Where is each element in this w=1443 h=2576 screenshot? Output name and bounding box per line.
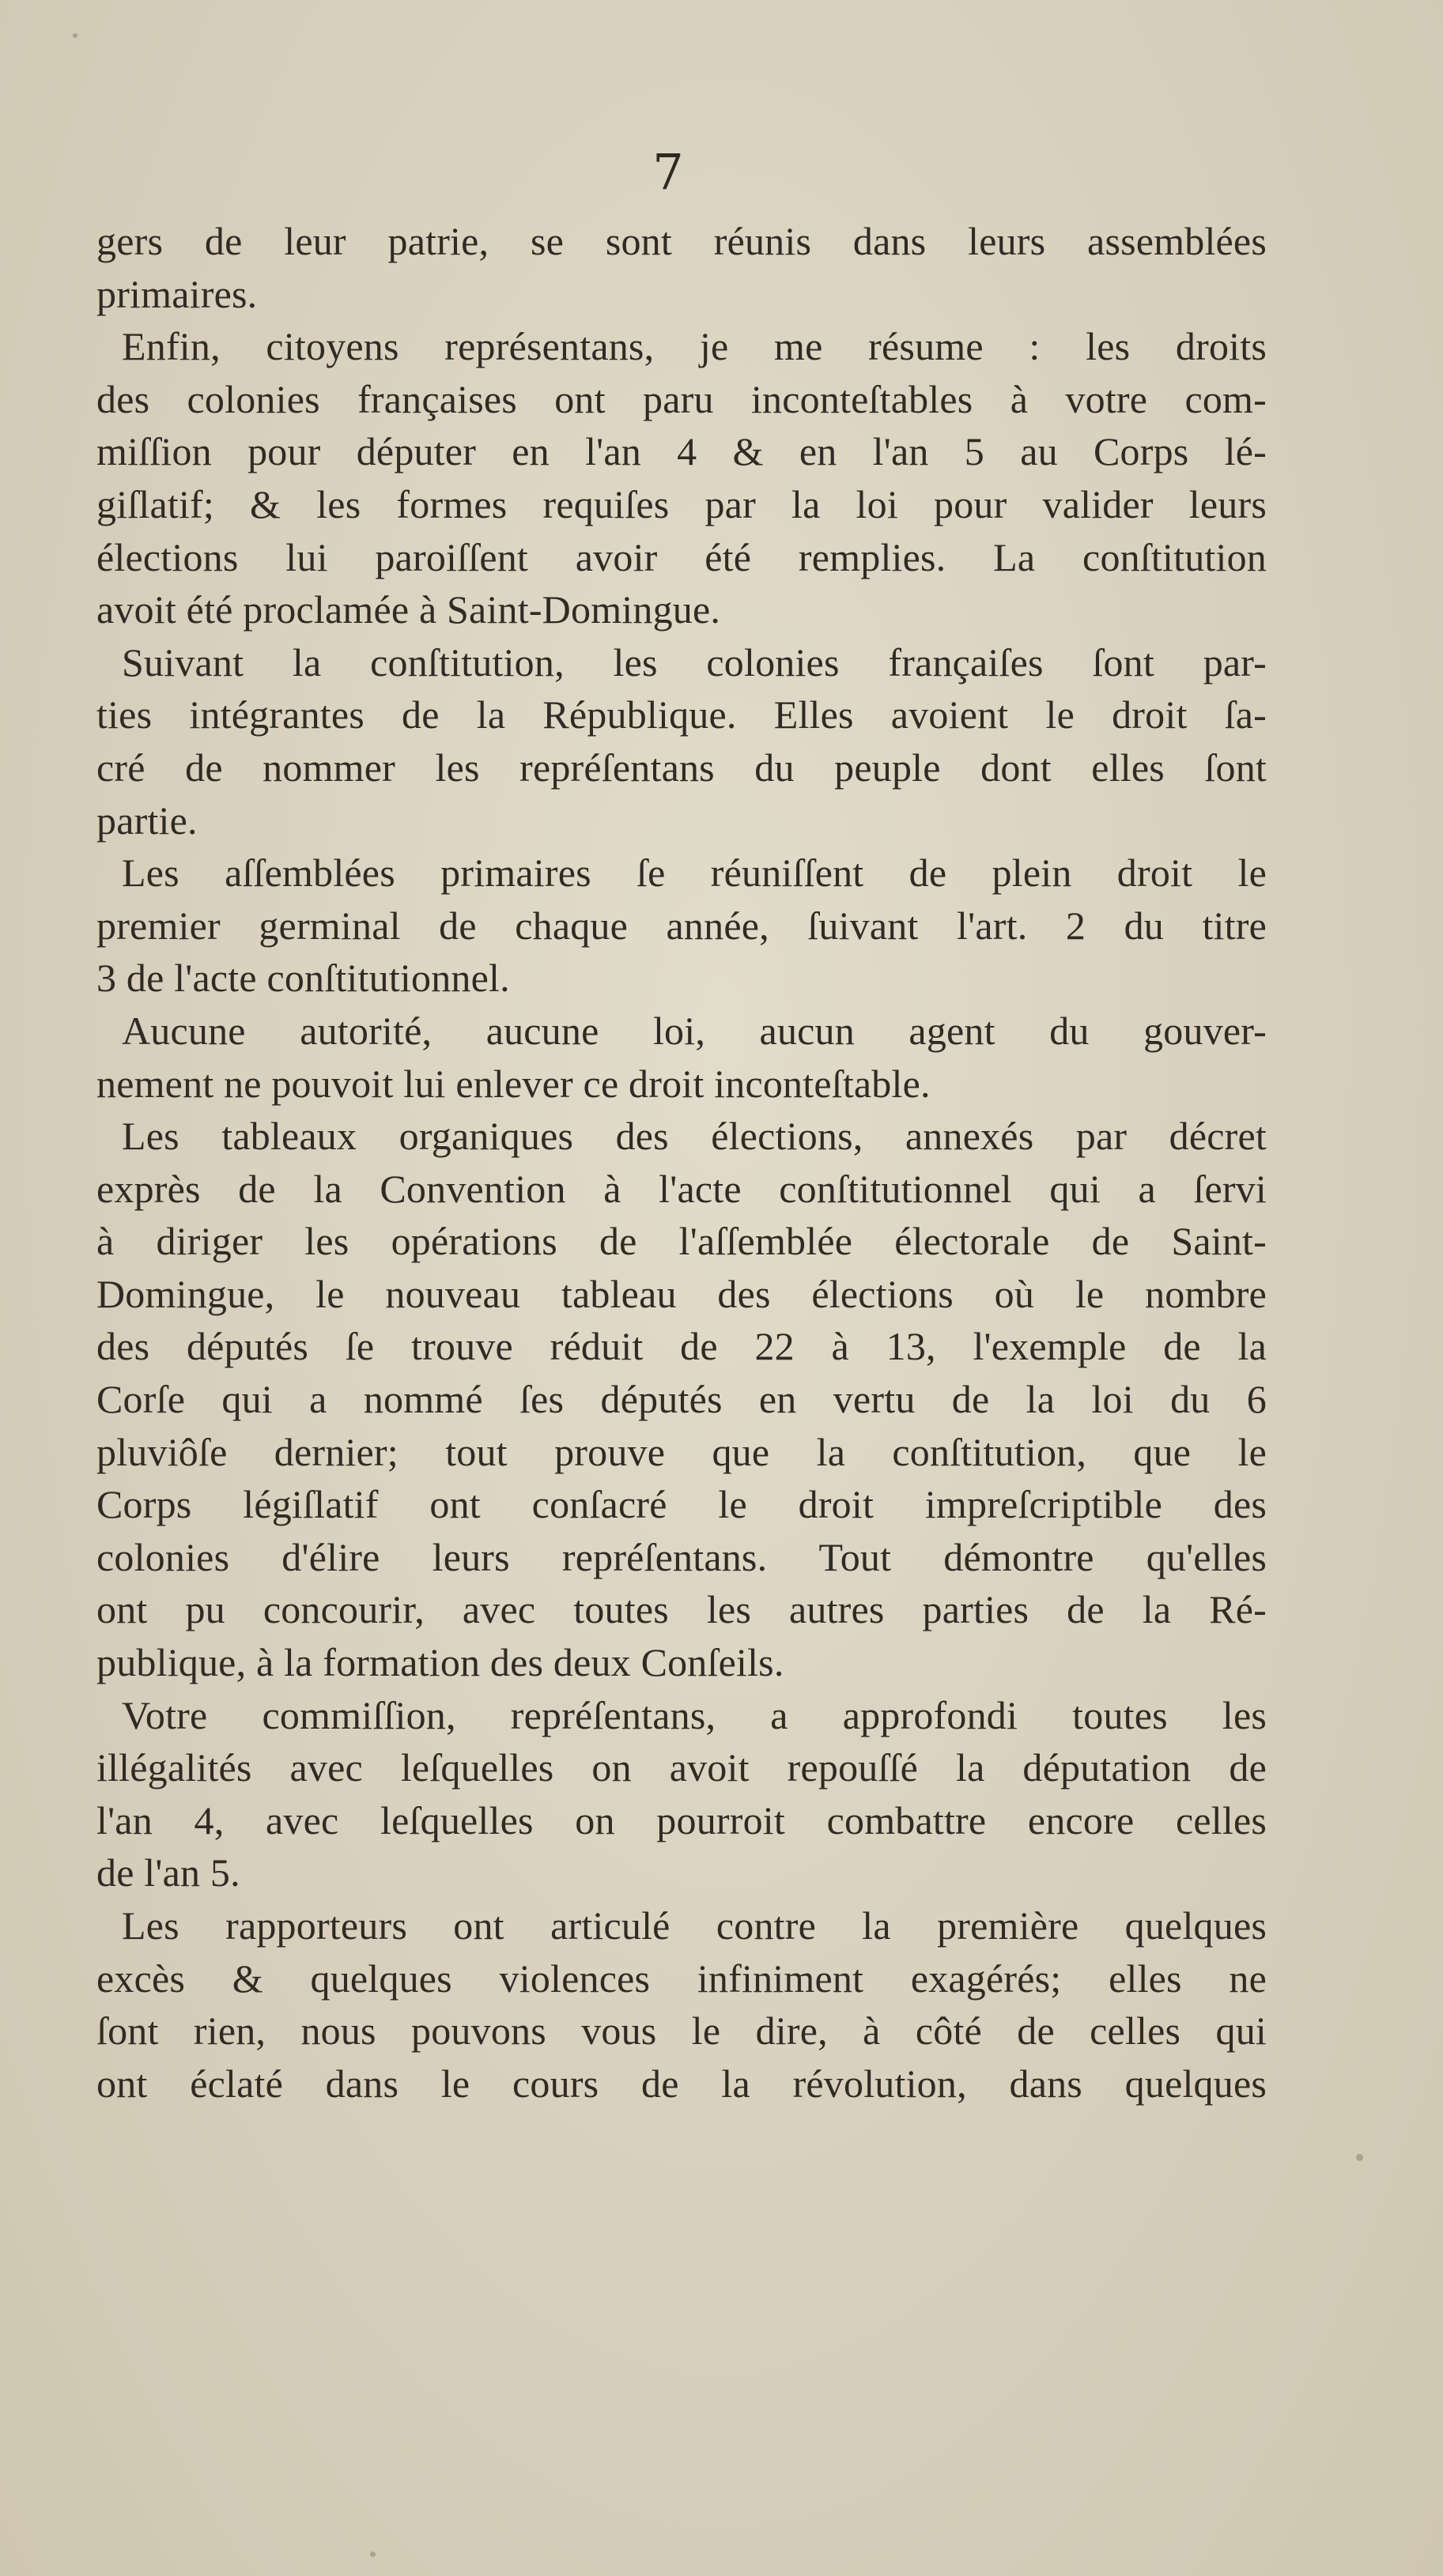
text-line: Corps légiſlatif ont conſacré le droit impreſcriptible des: [96, 1482, 1267, 1527]
text-line: de l'an 5.: [96, 1850, 240, 1895]
text-line: Suivant la conſtitution, les colonies françaiſes ſont par-: [122, 639, 1267, 685]
text-line: ont pu concourir, avec toutes les autres parties de la Ré-: [96, 1587, 1267, 1632]
text-line: ſont rien, nous pouvons vous le dire, à côté de celles qui: [96, 2008, 1267, 2054]
page-number: 7: [652, 143, 684, 201]
text-line: des colonies françaises ont paru inconteſtables à votre com-: [96, 376, 1267, 421]
text-line: pluviôſe dernier; tout prouve que la conſtitution, que le: [96, 1429, 1267, 1474]
text-line: Aucune autorité, aucune loi, aucun agent du gouver-: [122, 1008, 1267, 1053]
paper-speck: [1356, 2154, 1363, 2161]
text-line: colonies d'élire leurs repréſentans. Tout démontre qu'elles: [96, 1534, 1267, 1579]
text-line: ties intégrantes de la République. Elles avoient le droit ſa-: [96, 692, 1267, 737]
text-line: élections lui paroiſſent avoir été remplies. La conſtitution: [96, 534, 1267, 579]
text-line: illégalités avec leſquelles on avoit repouſſé la députation de: [96, 1745, 1267, 1790]
text-line: Les rapporteurs ont articulé contre la première quelques: [122, 1903, 1267, 1948]
paper-speck: [73, 33, 77, 38]
paper-speck: [370, 2551, 376, 2557]
text-line: avoit été proclamée à Saint-Domingue.: [96, 587, 721, 632]
text-line: premier germinal de chaque année, ſuivant l'art. 2 du titre: [96, 903, 1267, 948]
text-line: miſſion pour députer en l'an 4 & en l'an 5 au Corps lé-: [96, 429, 1267, 474]
text-line: Les tableaux organiques des élections, annexés par décret: [122, 1114, 1267, 1159]
text-line: Les aſſemblées primaires ſe réuniſſent de plein droit le: [122, 850, 1267, 896]
text-line: Corſe qui a nommé ſes députés en vertu de la loi du 6: [96, 1377, 1267, 1422]
text-line: primaires.: [96, 271, 258, 316]
text-line: partie.: [96, 798, 198, 843]
text-line: cré de nommer les repréſentans du peuple dont elles ſont: [96, 745, 1267, 790]
text-line: nement ne pouvoit lui enlever ce droit inconteſtable.: [96, 1061, 931, 1106]
text-line: ont éclaté dans le cours de la révolution, dans quelques: [96, 2061, 1267, 2106]
text-line: excès & quelques violences infiniment exagérés; elles ne: [96, 1956, 1267, 2001]
text-line: Votre commiſſion, repréſentans, a approfondi toutes les: [122, 1692, 1267, 1737]
text-line: des députés ſe trouve réduit de 22 à 13, l'exemple de la: [96, 1324, 1267, 1369]
text-line: publique, à la formation des deux Conſeils.: [96, 1640, 784, 1685]
text-line: 3 de l'acte conſtitutionnel.: [96, 956, 510, 1001]
body-text: [96, 215, 1267, 2110]
text-line: Domingue, le nouveau tableau des élections où le nombre: [96, 1271, 1267, 1316]
text-line: Enfin, citoyens représentans, je me résume : les droits: [122, 324, 1267, 369]
text-line: exprès de la Convention à l'acte conſtitutionnel qui a ſervi: [96, 1166, 1267, 1211]
text-line: gers de leur patrie, se sont réunis dans leurs assemblées: [96, 219, 1267, 263]
text-line: l'an 4, avec leſquelles on pourroit combattre encore celles: [96, 1797, 1267, 1842]
text-line: giſlatif; & les formes requiſes par la loi pour valider leurs: [96, 481, 1267, 526]
text-line: à diriger les opérations de l'aſſemblée électorale de Saint-: [96, 1219, 1267, 1264]
